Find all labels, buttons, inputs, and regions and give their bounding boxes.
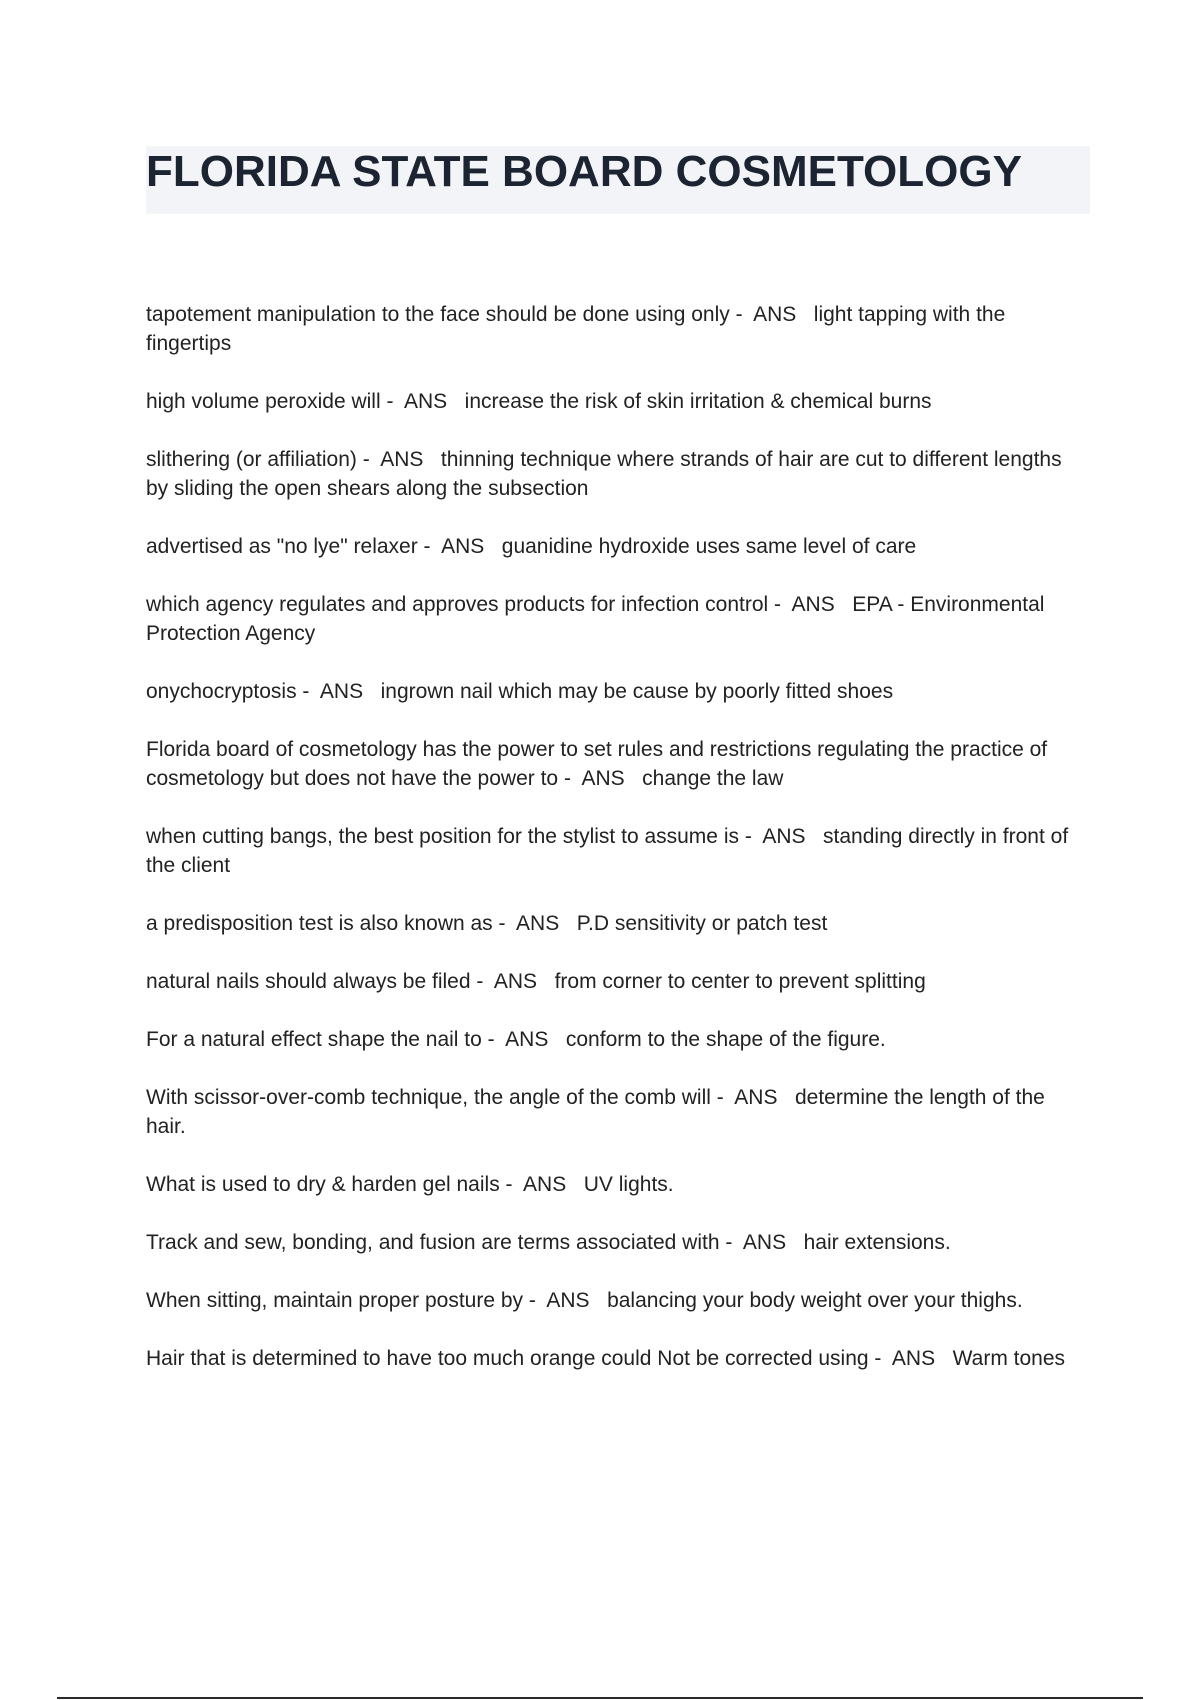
ans-marker: ANS	[505, 1028, 549, 1051]
answer-text: change the law	[642, 767, 784, 790]
ans-marker: ANS	[791, 593, 835, 616]
question-text: When sitting, maintain proper posture by	[146, 1289, 524, 1312]
qa-item: natural nails should always be filed - ANS from corner to center to prevent splitting	[146, 970, 926, 993]
page-title: FLORIDA STATE BOARD COSMETOLOGY	[146, 147, 1022, 196]
ans-marker: ANS	[742, 1231, 787, 1254]
ans-marker: ANS	[441, 535, 485, 558]
qa-item: onychocryptosis - ANS ingrown nail which may be cause by poorly fitted shoes	[146, 680, 894, 703]
qa-list	[146, 300, 1086, 1402]
title-block	[146, 146, 1090, 214]
answer-text: from corner to center to prevent splitting	[554, 970, 926, 993]
ans-marker: ANS	[380, 448, 424, 471]
ans-marker: ANS	[319, 680, 364, 703]
answer-text: UV lights.	[583, 1173, 674, 1196]
answer-text: standing directly in front of the client	[146, 825, 1075, 877]
qa-item: Track and sew, bonding, and fusion are terms associated with - ANS hair extensions.	[146, 1231, 951, 1254]
ans-marker: ANS	[734, 1086, 778, 1109]
ans-marker: ANS	[516, 912, 560, 935]
qa-item: when cutting bangs, the best position for the stylist to assume is - ANS standing directly in front of the client	[146, 825, 1075, 877]
answer-text: guanidine hydroxide uses same level of care	[501, 535, 917, 558]
question-text: Track and sew, bonding, and fusion are terms associated with	[146, 1231, 720, 1254]
qa-item: When sitting, maintain proper posture by - ANS balancing your body weight over your thighs.	[146, 1289, 1023, 1312]
qa-item: What is used to dry & harden gel nails - ANS UV lights.	[146, 1173, 674, 1196]
question-text: Florida board of cosmetology has the power to set rules and restrictions regulating the practice of cosmetology but does not have the power to	[146, 738, 1053, 790]
answer-text: ingrown nail which may be cause by poorly fitted shoes	[380, 680, 894, 703]
qa-item: a predisposition test is also known as - ANS P.D sensitivity or patch test	[146, 912, 828, 935]
question-text: Hair that is determined to have too much orange could Not be corrected using	[146, 1347, 869, 1370]
qa-item: high volume peroxide will - ANS increase the risk of skin irritation & chemical burns	[146, 390, 932, 413]
answer-text: Warm tones	[952, 1347, 1066, 1370]
question-text: tapotement manipulation to the face should be done using only	[146, 303, 730, 326]
ans-marker: ANS	[403, 390, 448, 413]
qa-item: Florida board of cosmetology has the power to set rules and restrictions regulating the practice of cosmetology but does not have the power to - ANS change the law	[146, 738, 1053, 790]
answer-text: conform to the shape of the figure.	[565, 1028, 886, 1051]
answer-text: determine the length of the hair.	[146, 1086, 1051, 1138]
ans-marker: ANS	[762, 825, 806, 848]
qa-item: tapotement manipulation to the face should be done using only - ANS light tapping with the fingertips	[146, 303, 1012, 355]
question-text: natural nails should always be filed	[146, 970, 471, 993]
qa-item: For a natural effect shape the nail to - ANS conform to the shape of the figure.	[146, 1028, 886, 1051]
question-text: which agency regulates and approves products for infection control	[146, 593, 769, 616]
ans-marker: ANS	[523, 1173, 567, 1196]
qa-item: Hair that is determined to have too much orange could Not be corrected using - ANS Warm tones	[146, 1347, 1066, 1370]
answer-text: hair extensions.	[803, 1231, 951, 1254]
question-text: when cutting bangs, the best position for the stylist to assume is	[146, 825, 739, 848]
qa-item: advertised as "no lye" relaxer - ANS guanidine hydroxide uses same level of care	[146, 535, 917, 558]
footer-divider	[57, 1697, 1143, 1699]
qa-item: With scissor-over-comb technique, the angle of the comb will - ANS determine the length of the hair.	[146, 1086, 1051, 1138]
ans-marker: ANS	[891, 1347, 936, 1370]
answer-text: light tapping with the fingertips	[146, 303, 1012, 355]
qa-item: slithering (or affiliation) - ANS thinning technique where strands of hair are cut to different lengths by sliding the open shears along the subsection	[146, 448, 1068, 500]
ans-marker: ANS	[493, 970, 538, 993]
question-text: a predisposition test is also known as	[146, 912, 493, 935]
question-text: advertised as "no lye" relaxer	[146, 535, 418, 558]
question-text: What is used to dry & harden gel nails	[146, 1173, 500, 1196]
answer-text: thinning technique where strands of hair are cut to different lengths by sliding the open shears along the subsection	[146, 448, 1068, 500]
ans-marker: ANS	[753, 303, 797, 326]
answer-text: balancing your body weight over your thighs.	[607, 1289, 1023, 1312]
answer-text: P.D sensitivity or patch test	[576, 912, 828, 935]
question-text: high volume peroxide will	[146, 390, 381, 413]
ans-marker: ANS	[581, 767, 625, 790]
question-text: With scissor-over-comb technique, the angle of the comb will	[146, 1086, 711, 1109]
question-text: slithering (or affiliation)	[146, 448, 357, 471]
answer-text: increase the risk of skin irritation & chemical burns	[464, 390, 932, 413]
question-text: For a natural effect shape the nail to	[146, 1028, 482, 1051]
qa-item: which agency regulates and approves products for infection control - ANS EPA - Environmental Protection Agency	[146, 593, 1051, 645]
question-text: onychocryptosis	[146, 680, 297, 703]
ans-marker: ANS	[546, 1289, 590, 1312]
answer-text: EPA - Environmental Protection Agency	[146, 593, 1051, 645]
